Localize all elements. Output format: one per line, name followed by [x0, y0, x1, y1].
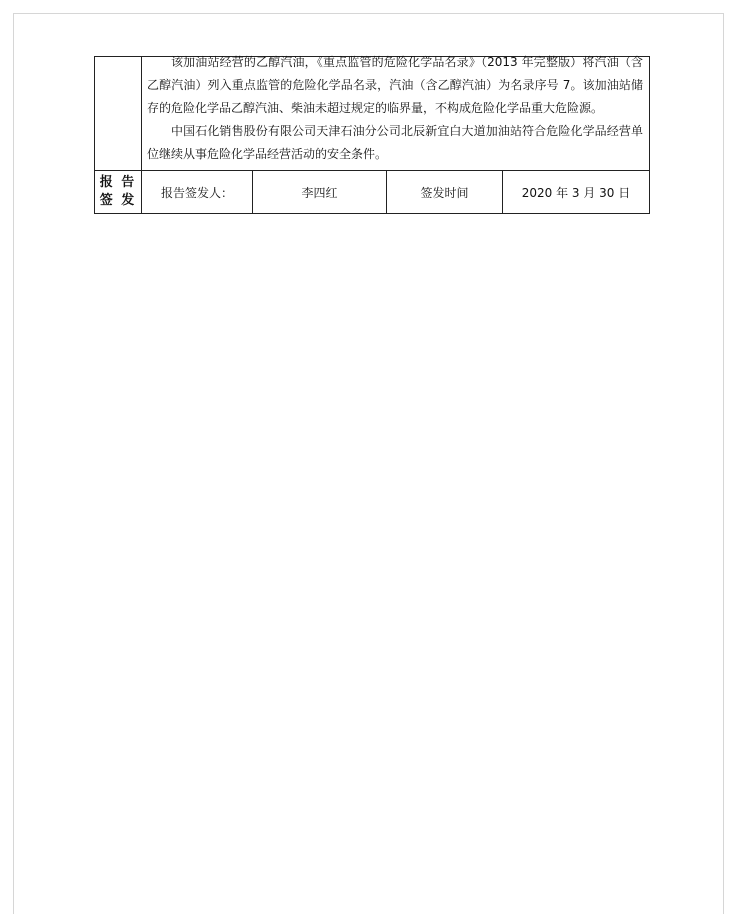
conclusion-paragraph-1: 该加油站经营的乙醇汽油，《重点监管的危险化学品名录》（2013 年完整版）将汽油（含乙醇汽油）列入重点监管的危险化学品名录，汽油（含乙醇汽油）为名录序号 7。该加油站储存的危险化学品乙醇汽油、柴油未超过规定的临界量，不构成危险化学品重大危险源。 [147, 55, 644, 115]
signoff-row [95, 171, 650, 214]
signoff-label-line2: 签 发 [99, 193, 137, 208]
conclusion-row [95, 57, 650, 171]
signoff-label-line1: 报 告 [99, 175, 137, 190]
signer-label: 报告签发人： [142, 171, 253, 214]
signoff-section-label [95, 171, 142, 214]
date-label: 签发时间 [387, 171, 503, 214]
signer-name: 李四红 [253, 171, 387, 214]
empty-label-cell [95, 57, 142, 171]
conclusion-paragraph-2: 中国石化销售股份有限公司天津石油分公司北辰新宜白大道加油站符合危险化学品经营单位继续从事危险化学品经营活动的安全条件。 [147, 124, 644, 161]
conclusion-text-cell [142, 57, 650, 171]
report-table [94, 56, 650, 214]
date-value: 2020 年 3 月 30 日 [503, 171, 650, 214]
